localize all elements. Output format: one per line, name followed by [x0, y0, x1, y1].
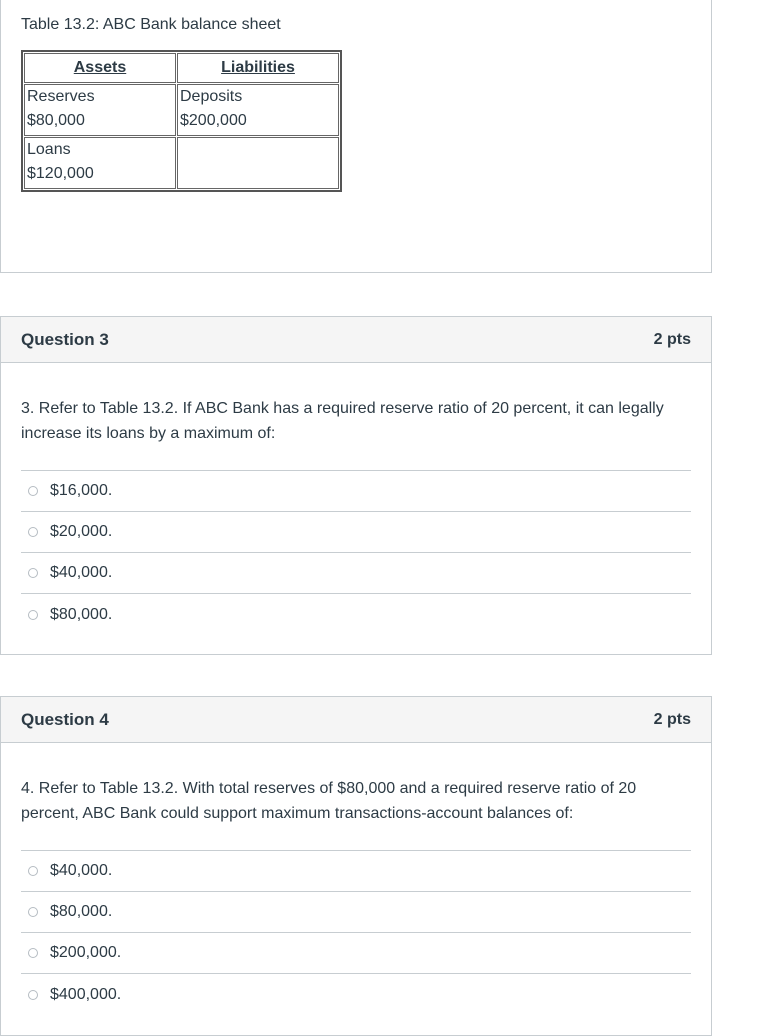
question-header: [1, 317, 711, 363]
answer-option[interactable]: [21, 933, 691, 974]
cell-value: $80,000: [27, 112, 85, 129]
table-cell: [24, 84, 176, 136]
question-points: 2 pts: [653, 710, 691, 728]
table-cell: [177, 84, 339, 136]
balance-sheet-table: [21, 50, 342, 192]
radio-button[interactable]: [28, 610, 38, 620]
question-title: Question 3: [21, 329, 109, 349]
answer-label: $200,000.: [50, 944, 122, 961]
answer-list: [21, 470, 691, 635]
answer-label: $40,000.: [50, 564, 113, 581]
radio-button[interactable]: [28, 527, 38, 537]
answer-option[interactable]: [21, 892, 691, 933]
cell-value: $120,000: [27, 165, 94, 182]
question-text: 3. Refer to Table 13.2. If ABC Bank has a required reserve ratio of 20 percent, it can legally increase its loans by a maximum of:: [21, 400, 664, 442]
table-row: [24, 137, 339, 189]
radio-button[interactable]: [28, 866, 38, 876]
table-cell: [177, 137, 339, 189]
answer-label: $16,000.: [50, 482, 113, 499]
assets-header: Assets: [24, 53, 176, 83]
question-card: [0, 316, 712, 655]
liabilities-header: Liabilities: [177, 53, 339, 83]
answer-option[interactable]: [21, 553, 691, 594]
answer-list: [21, 850, 691, 1015]
radio-button[interactable]: [28, 486, 38, 496]
table-caption: Table 13.2: ABC Bank balance sheet: [21, 16, 281, 33]
cell-label: Deposits: [180, 88, 243, 105]
cell-label: Loans: [27, 141, 71, 158]
cell-value: $200,000: [180, 112, 247, 129]
question-header: [1, 697, 711, 743]
table-row: [24, 84, 339, 136]
answer-option[interactable]: [21, 974, 691, 1015]
answer-label: $40,000.: [50, 862, 113, 879]
answer-label: $80,000.: [50, 605, 113, 623]
answer-option[interactable]: [21, 594, 691, 635]
answer-label: $400,000.: [50, 985, 122, 1003]
question-card: [0, 696, 712, 1036]
question-text: 4. Refer to Table 13.2. With total reserves of $80,000 and a required reserve ratio of 20 percent, ABC Bank could support maximum transactions-account balances of:: [21, 780, 637, 822]
radio-button[interactable]: [28, 568, 38, 578]
answer-option[interactable]: [21, 512, 691, 553]
table-card: [0, 0, 712, 273]
table-cell: [24, 137, 176, 189]
radio-button[interactable]: [28, 948, 38, 958]
answer-label: $20,000.: [50, 523, 113, 540]
table-header-row: [24, 53, 339, 83]
radio-button[interactable]: [28, 907, 38, 917]
answer-option[interactable]: [21, 851, 691, 892]
question-points: 2 pts: [653, 330, 691, 348]
cell-label: Reserves: [27, 88, 95, 105]
radio-button[interactable]: [28, 990, 38, 1000]
question-title: Question 4: [21, 709, 109, 729]
answer-option[interactable]: [21, 471, 691, 512]
answer-label: $80,000.: [50, 903, 113, 920]
